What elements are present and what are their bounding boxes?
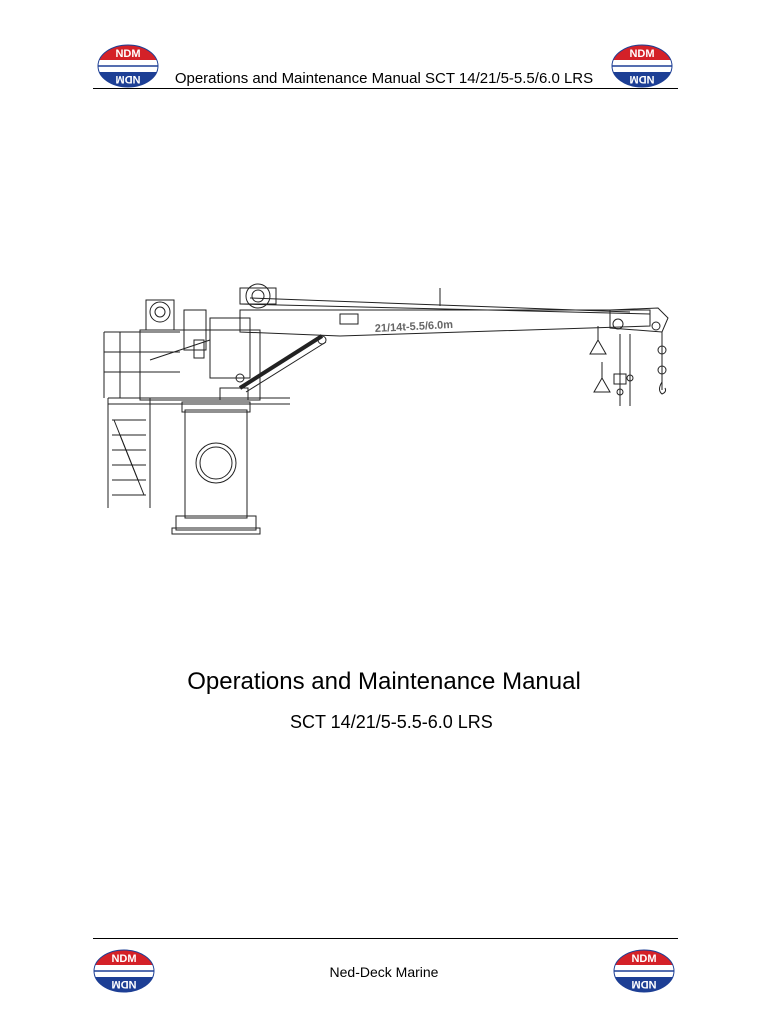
crane-drawing (90, 270, 690, 540)
footer-rule (93, 938, 678, 939)
svg-text:NDM: NDM (631, 978, 657, 990)
boom (240, 288, 668, 336)
header-title: Operations and Maintenance Manual SCT 14/21/5-5.5/6.0 LRS (174, 70, 594, 87)
ndm-logo-header-right (610, 43, 674, 89)
document-title: Operations and Maintenance Manual (187, 668, 581, 695)
footer-company: Ned-Deck Marine (329, 964, 439, 980)
header-rule (93, 88, 678, 89)
svg-text:21/14t-5.5/6.0m: 21/14t-5.5/6.0m (374, 318, 454, 335)
svg-text:NDM: NDM (115, 73, 141, 85)
pedestal (172, 402, 260, 534)
luffing-cylinder (240, 336, 326, 392)
hook-blocks (590, 326, 666, 406)
svg-text:NDM: NDM (629, 48, 655, 60)
svg-text:NDM: NDM (111, 953, 137, 965)
svg-text:NDM: NDM (111, 978, 137, 990)
svg-text:NDM: NDM (115, 48, 141, 60)
ndm-logo-footer-right (612, 948, 676, 994)
svg-text:NDM: NDM (631, 953, 657, 965)
document-subtitle: SCT 14/21/5-5.5-6.0 LRS (290, 712, 493, 732)
svg-text:NDM: NDM (629, 73, 655, 85)
